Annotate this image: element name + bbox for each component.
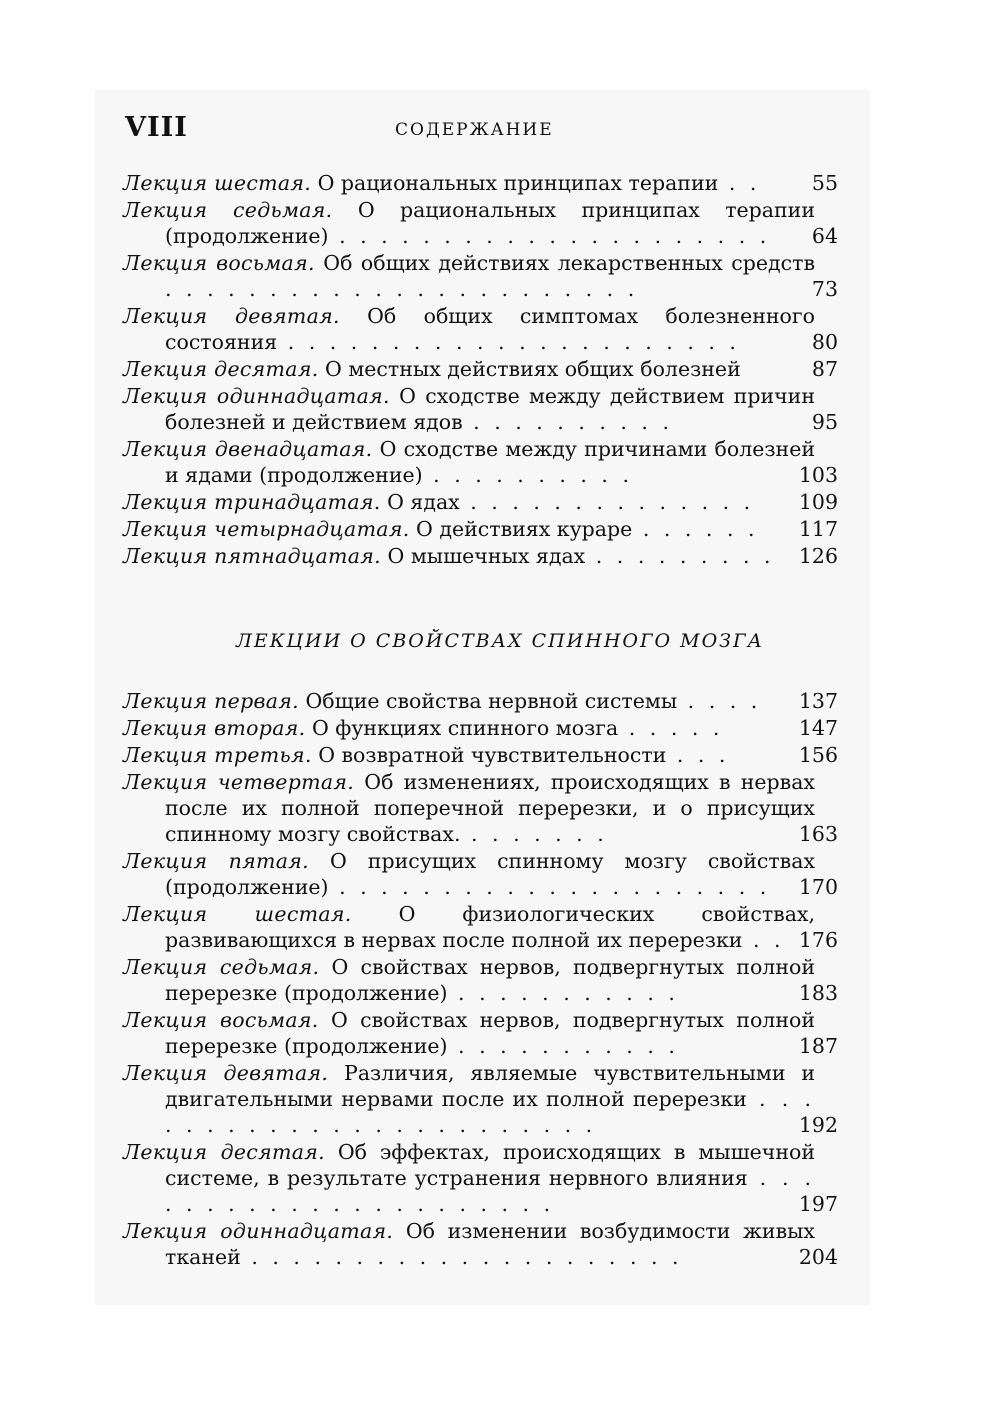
page-number: 170	[798, 875, 838, 899]
lecture-label: Лекция десятая.	[123, 1140, 325, 1164]
page-number: 163	[798, 822, 838, 846]
lecture-label: Лекция третья.	[123, 743, 312, 767]
leader-dots: . .	[742, 928, 785, 952]
toc-entry-text	[123, 954, 815, 1006]
toc-entry-text	[123, 383, 815, 435]
lecture-title: О физиологических свойствах, развивающихся в нервах после полной их перерезки	[165, 902, 816, 952]
lecture-title: Об эффектах, происходящих в мышечной системе, в результате устранения нервного влияния	[165, 1140, 815, 1190]
toc-entry	[123, 715, 838, 741]
leader-dots: . . . . . . . . .	[585, 544, 775, 568]
lecture-title: Об изменениях, происходящих в нервах после их полной поперечной перерезки, и о присущих спинному мозгу свойствах.	[165, 770, 815, 846]
toc-entry-text	[123, 901, 815, 953]
section-title: ЛЕКЦИИ О СВОЙСТВАХ СПИННОГО МОЗГА	[236, 630, 764, 652]
lecture-title: Общие свойства нервной системы	[298, 689, 678, 713]
lecture-label: Лекция девятая.	[123, 1061, 329, 1085]
lecture-title: Об общих симптомах болезненного состояния	[165, 304, 815, 354]
lecture-label: Лекция восьмая.	[123, 251, 315, 275]
toc-entry	[123, 383, 838, 435]
toc-section-2	[123, 688, 838, 1271]
toc-entry	[123, 197, 838, 249]
leader-dots: . . . . . . . . . . . . . . . . . . . . .	[328, 875, 771, 899]
lecture-title: О функциях спинного мозга	[305, 716, 619, 740]
lecture-label: Лекция пятая.	[123, 849, 309, 873]
leader-dots: . . . . . . .	[460, 822, 608, 846]
leader-dots: . . . . . . . . . . . . . .	[459, 490, 755, 514]
page-number: 197	[798, 1192, 838, 1216]
toc-entry-text	[123, 516, 815, 542]
page-header	[125, 112, 845, 152]
toc-entry	[123, 436, 838, 488]
page-number-roman: VIII	[125, 112, 188, 143]
lecture-label: Лекция десятая.	[123, 357, 319, 381]
leader-dots: . . . . . . . . . . .	[447, 981, 679, 1005]
lecture-title: Различия, являемые чувствительными и двигательными нервами после их полной перерезки	[165, 1061, 815, 1111]
leader-dots: . . . .	[677, 689, 762, 713]
leader-dots: . . . . . . . . . .	[422, 463, 633, 487]
lecture-title: О присущих спинному мозгу свойствах (продолжение)	[165, 849, 816, 899]
lecture-title: О ядах	[380, 490, 460, 514]
toc-entry-text	[123, 1007, 815, 1059]
toc-entry-text	[123, 715, 815, 741]
page-number: 183	[798, 981, 838, 1005]
toc-entry	[123, 954, 838, 1006]
lecture-title: О свойствах нервов, подвергнутых полной перерезке (продолжение)	[165, 1008, 815, 1058]
toc-entry	[123, 303, 838, 355]
lecture-title: О мышечных ядах	[381, 544, 586, 568]
lecture-label: Лекция одиннадцатая.	[123, 1219, 394, 1243]
page-number: 103	[798, 463, 838, 487]
leader-dots: . . . . . .	[632, 517, 759, 541]
lecture-title: О местных действиях общих болезней	[318, 357, 741, 381]
lecture-label: Лекция седьмая.	[123, 955, 320, 979]
page-number: 87	[811, 357, 838, 381]
toc-entry	[123, 742, 838, 768]
page-number: 64	[811, 224, 838, 248]
leader-dots: . . . . . . . . . . .	[447, 1034, 679, 1058]
toc-entry-text	[123, 848, 815, 900]
toc-entry-text	[123, 688, 815, 714]
lecture-label: Лекция четвертая.	[123, 770, 355, 794]
toc-entry-text	[123, 1060, 815, 1138]
header-title: СОДЕРЖАНИЕ	[395, 120, 554, 140]
lecture-label: Лекция седьмая.	[123, 198, 333, 222]
leader-dots: . . . . . . . . . . . . . . . . . . . . . . . .	[165, 1087, 815, 1137]
lecture-label: Лекция девятая.	[123, 304, 340, 328]
leader-dots: . . . . . . . . . .	[462, 410, 673, 434]
toc-entry-text	[123, 543, 815, 569]
toc-entry	[123, 901, 838, 953]
leader-dots: . . . . . . . . . . . . . . . . . . . . . .	[277, 330, 740, 354]
lecture-label: Лекция шестая.	[123, 171, 312, 195]
lecture-title: О рациональных принципах терапии	[311, 171, 719, 195]
lecture-label: Лекция одиннадцатая.	[123, 384, 390, 408]
leader-dots: . .	[718, 171, 761, 195]
toc-entry	[123, 543, 838, 569]
toc-entry	[123, 1060, 838, 1138]
toc-entry-text	[123, 356, 815, 382]
page-number: 117	[798, 517, 838, 541]
toc-entry	[123, 769, 838, 847]
page-number: 126	[798, 544, 838, 568]
leader-dots: . . . . . . . . . . . . . . . . . . . . .	[328, 224, 771, 248]
lecture-title: Об изменении возбудимости живых тканей	[165, 1219, 815, 1269]
toc-entry	[123, 516, 838, 542]
lecture-label: Лекция двенадцатая.	[123, 437, 373, 461]
page-number: 95	[811, 410, 838, 434]
lecture-label: Лекция вторая.	[123, 716, 306, 740]
lecture-title: Об общих действиях лекарственных средств	[314, 251, 815, 275]
leader-dots: . . . . . . . . . . . . . . . . . . . . .	[240, 1245, 683, 1269]
lecture-label: Лекция восьмая.	[123, 1008, 319, 1032]
toc-entry	[123, 1139, 838, 1217]
lecture-title: О возвратной чувствительности	[311, 743, 667, 767]
lecture-label: Лекция первая.	[123, 689, 299, 713]
lecture-title: О рациональных принципах терапии (продолжение)	[165, 198, 815, 248]
lecture-title: О сходстве между причинами болезней и ядами (продолжение)	[165, 437, 815, 487]
page-number: 176	[798, 928, 838, 952]
toc-entry-text	[123, 436, 815, 488]
page-number: 204	[798, 1245, 838, 1269]
lecture-title: О свойствах нервов, подвергнутых полной перерезке (продолжение)	[165, 955, 815, 1005]
toc-entry-text	[123, 170, 815, 196]
toc-entry-text	[123, 1139, 815, 1217]
page-number: 137	[798, 689, 838, 713]
leader-dots: . . .	[666, 743, 730, 767]
toc-section-1	[123, 170, 838, 570]
toc-entry	[123, 250, 838, 302]
page-number: 187	[798, 1034, 838, 1058]
page-number: 73	[811, 277, 838, 301]
lecture-title: О действиях кураре	[409, 517, 633, 541]
toc-entry	[123, 170, 838, 196]
page-number: 80	[811, 330, 838, 354]
toc-entry	[123, 688, 838, 714]
page-number: 109	[798, 490, 838, 514]
toc-entry-text	[123, 1218, 815, 1270]
toc-entry-text	[123, 303, 815, 355]
toc-entry	[123, 1007, 838, 1059]
leader-dots: . . . . . . . . . . . . . . . . . . . . . .	[165, 1166, 815, 1216]
lecture-label: Лекция тринадцатая.	[123, 490, 381, 514]
lecture-label: Лекция четырнадцатая.	[123, 517, 410, 541]
toc-entry	[123, 489, 838, 515]
toc-entry	[123, 848, 838, 900]
page-number: 192	[798, 1113, 838, 1137]
toc-entry-text	[123, 489, 815, 515]
lecture-label: Лекция пятнадцатая.	[123, 544, 381, 568]
toc-entry-text	[123, 742, 815, 768]
page-number: 55	[811, 171, 838, 195]
toc-entry-text	[123, 250, 815, 302]
page-number: 147	[798, 716, 838, 740]
lecture-label: Лекция шестая.	[123, 902, 352, 926]
leader-dots: . . . . . . . . . . . . . . . . . . . . . . .	[165, 277, 639, 301]
toc-entry	[123, 356, 838, 382]
toc-entry-text	[123, 769, 815, 847]
lecture-title: О сходстве между действием причин болезней и действием ядов	[165, 384, 815, 434]
toc-entry	[123, 1218, 838, 1270]
leader-dots: . . . . .	[618, 716, 724, 740]
page-number: 156	[798, 743, 838, 767]
toc-entry-text	[123, 197, 815, 249]
